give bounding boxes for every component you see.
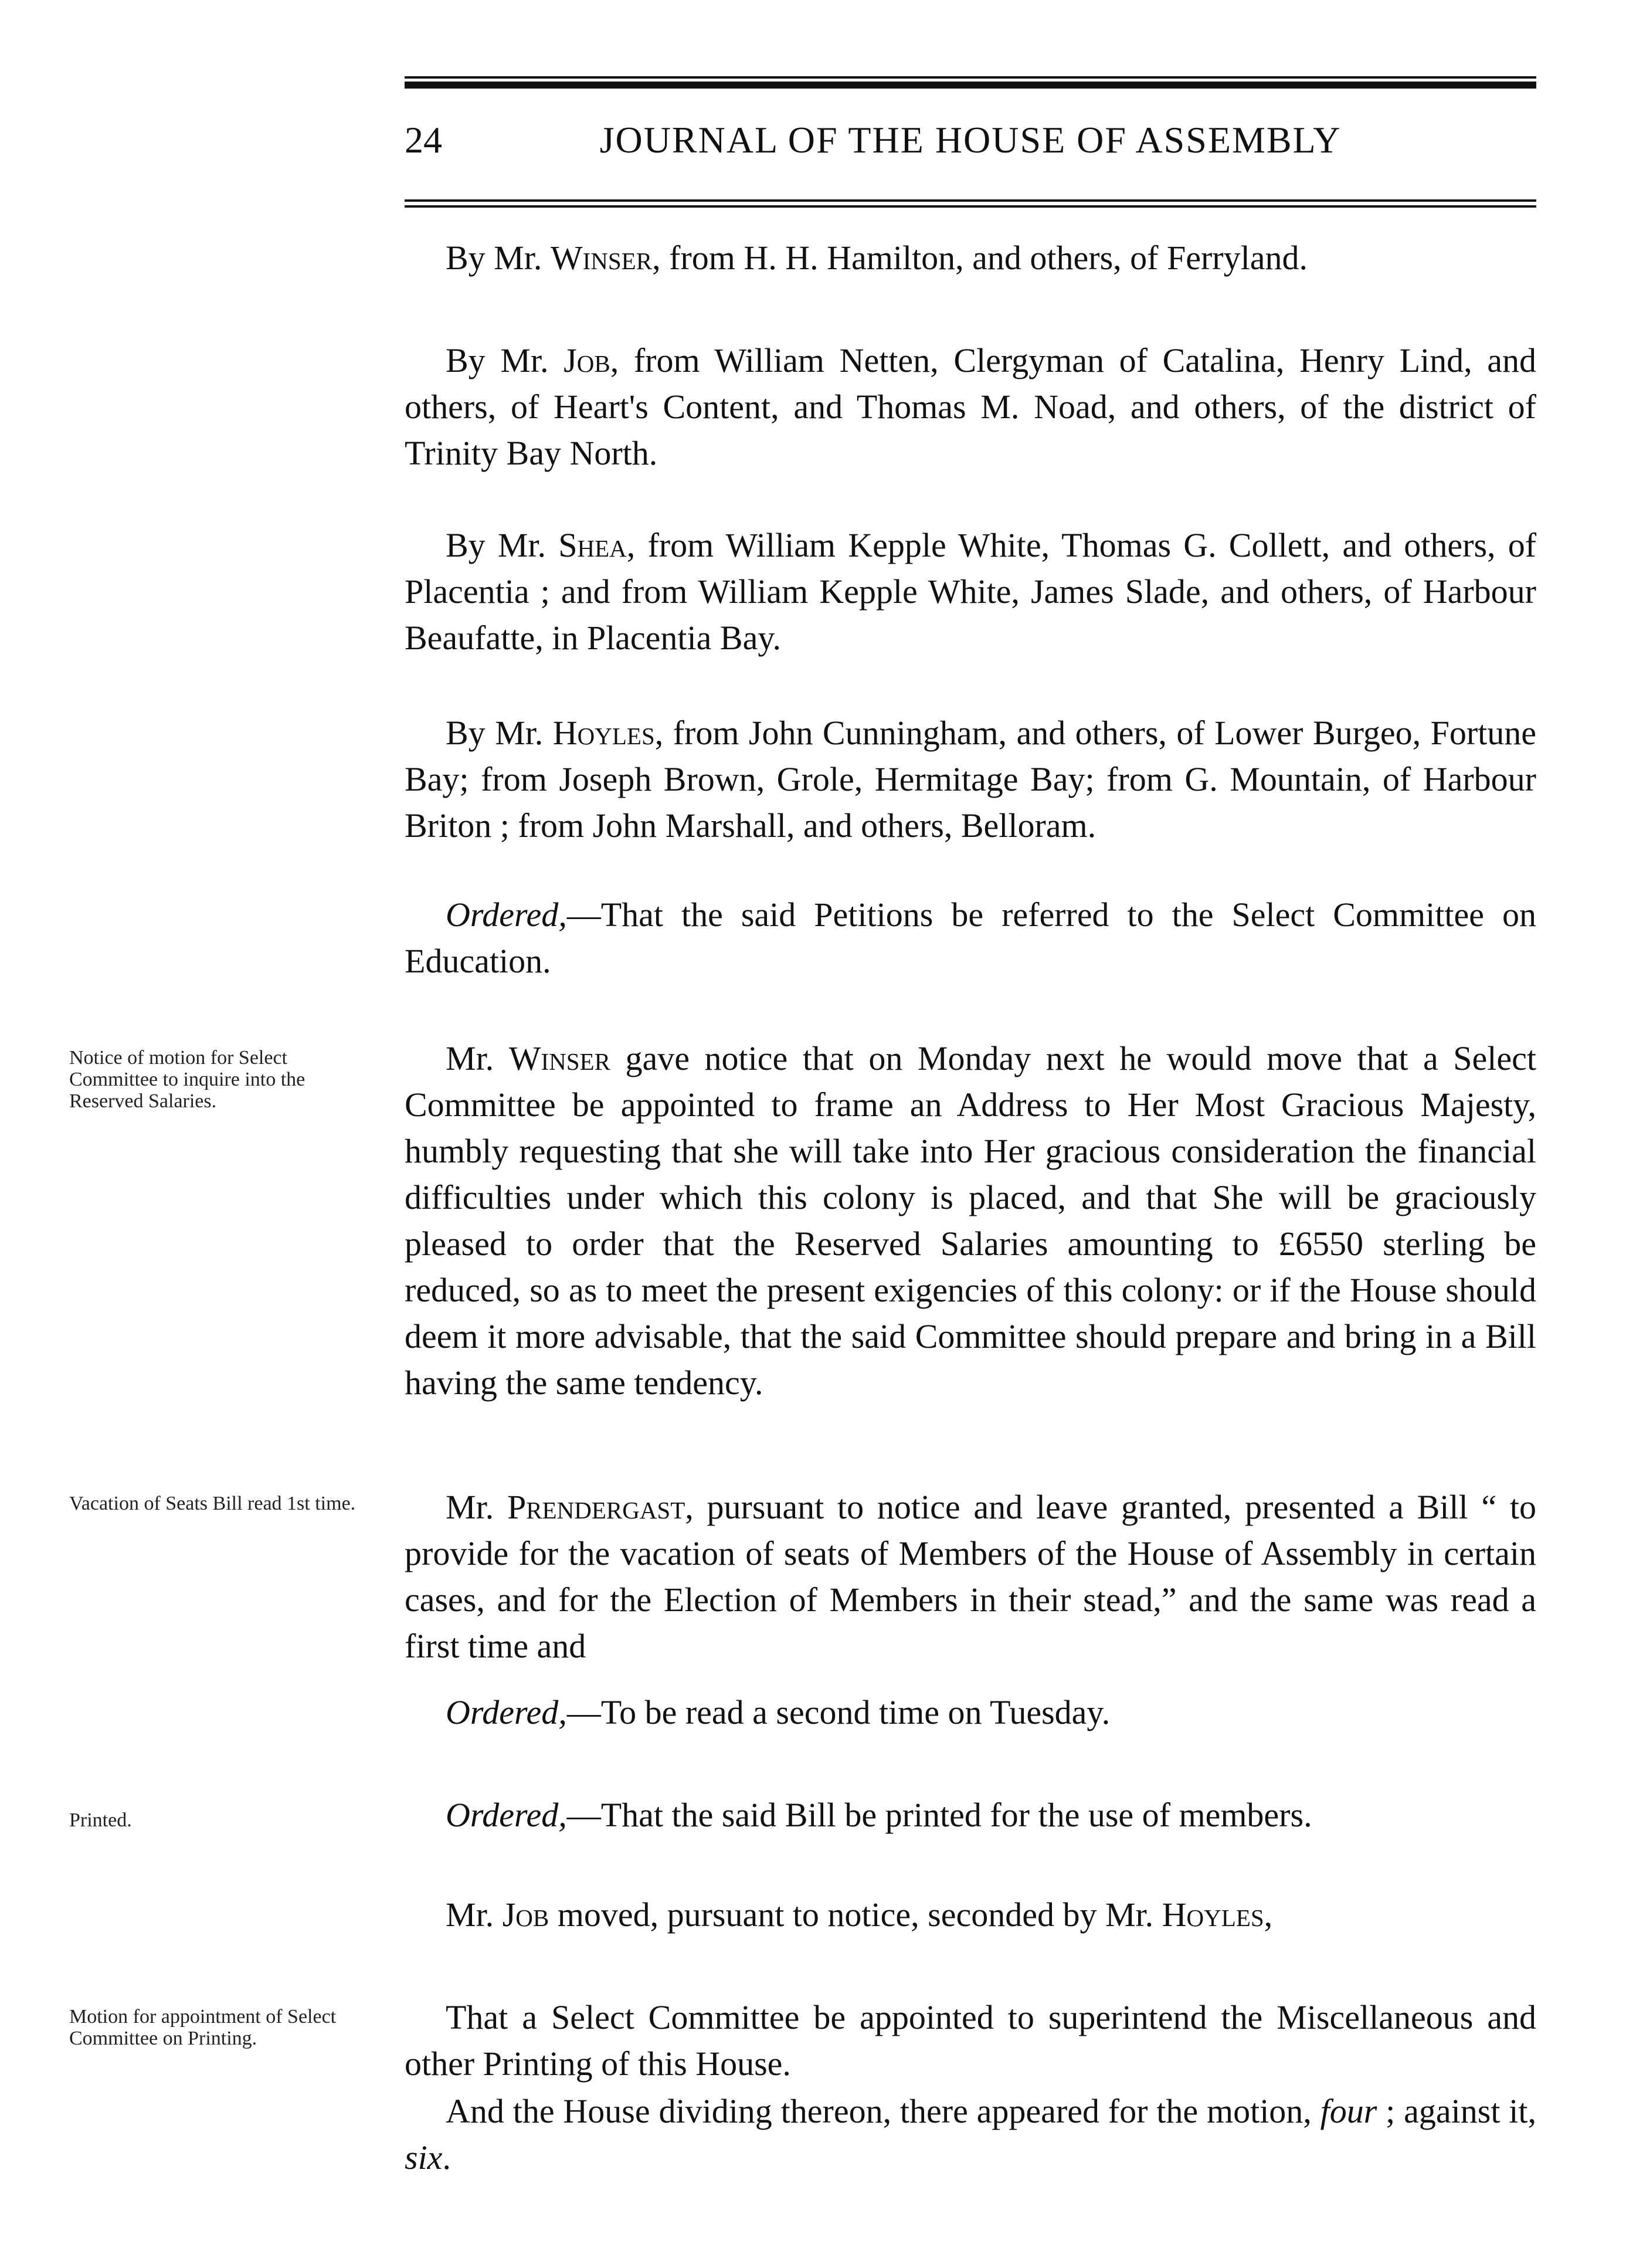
member-name: Winser [508, 1039, 610, 1077]
member-name: Hoyles [1162, 1896, 1264, 1934]
petition-job [405, 337, 1536, 476]
text-lead: And the House dividing thereon, there appeared for the motion, [446, 2092, 1321, 2130]
member-name: Job [502, 1896, 549, 1934]
member-name: Shea [558, 526, 627, 564]
division-result [405, 2088, 1536, 2181]
order-printed [405, 1792, 1536, 1838]
ordered-label: Ordered, [446, 1796, 567, 1834]
text-rest: That a Select Committee be appointed to superintend the Miscellaneous and other Printing of this House. [405, 1998, 1536, 2083]
order-refer-petitions [405, 891, 1536, 984]
text-rest: , from John Cunningham, and others, of Lower Burgeo, Fortune Bay; from Joseph Brown, Grole, Hermitage Bay; from G. Mountain, of Harbour Briton ; from John Marshall, and others, Belloram. [405, 714, 1536, 845]
order-second-reading [405, 1689, 1536, 1735]
text-rest: —That the said Petitions be referred to the Select Committee on Education. [405, 896, 1536, 980]
bill-prendergast [405, 1484, 1536, 1669]
text-mid: ; against it, [1377, 2092, 1536, 2130]
margin-note-vacation-seats: Vacation of Seats Bill read 1st time. [69, 1493, 356, 1514]
header-bottom-rules [405, 199, 1536, 208]
member-name: Hoyles [552, 714, 655, 752]
text-lead: By Mr. [446, 526, 559, 564]
text-rest: gave notice that on Monday next he would move that a Select Committee be appointed to frame an Address to Her Most Gracious Majesty, humbly requesting that she will take into Her gracious consideration the financial difficulties under which this colony is placed, and that She will be graciously pleased to order that the Reserved Salaries amounting to £6550 sterling be reduced, so as to meet the present exigencies of this colony: or if the House should deem it more advisable, that the said Committee should prepare and bring in a Bill having the same tendency. [405, 1039, 1537, 1402]
text-rest: —That the said Bill be printed for the use of members. [566, 1796, 1312, 1834]
text-mid: moved, pursuant to notice, seconded by Mr. [549, 1896, 1162, 1934]
ordered-label: Ordered, [446, 896, 567, 934]
motion-job [405, 1891, 1536, 1938]
text-rest: , pursuant to notice and leave granted, presented a Bill “ to provide for the vacation of seats of Members of the House of Assembly in certain cases, and for the Election of Members in their stead,” and the same was read a first time and [405, 1488, 1537, 1665]
motion-text [405, 1994, 1536, 2087]
text-rest: , from William Netten, Clergyman of Catalina, Henry Lind, and others, of Heart's Content, and Thomas M. Noad, and others, of the district of Trinity Bay North. [405, 341, 1537, 472]
member-name: Prendergast [507, 1488, 685, 1526]
margin-note-printing-committee: Motion for appointment of Select Committee on Printing. [69, 2006, 337, 2049]
member-name: Job [564, 341, 610, 379]
votes-for: four [1320, 2092, 1377, 2130]
text-rest: , from H. H. Hamilton, and others, of Ferryland. [652, 239, 1308, 277]
page-number: 24 [405, 119, 442, 161]
margin-note-reserved-salaries: Notice of motion for Select Committee to inquire into the Reserved Salaries. [69, 1047, 305, 1112]
page-header [405, 111, 1536, 176]
text-rest: , [1264, 1896, 1273, 1934]
text-lead: Mr. [446, 1896, 503, 1934]
text-rest: —To be read a second time on Tuesday. [566, 1693, 1111, 1731]
running-title: JOURNAL OF THE HOUSE OF ASSEMBLY [599, 119, 1342, 161]
notice-winser [405, 1035, 1536, 1406]
text-lead: Mr. [446, 1488, 507, 1526]
margin-note-printed: Printed. [69, 1809, 132, 1831]
text-lead: By Mr. [446, 341, 564, 379]
petition-hoyles [405, 710, 1536, 849]
rule-line [405, 205, 1536, 208]
member-name: Winser [550, 239, 653, 277]
text-lead: By Mr. [446, 714, 553, 752]
petition-shea [405, 522, 1536, 661]
text-rest: , from William Kepple White, Thomas G. Collett, and others, of Placentia ; and from William Kepple White, James Slade, and others, of Harbour Beaufatte, in Placentia Bay. [405, 526, 1537, 657]
petition-winser [405, 235, 1536, 281]
ordered-label: Ordered, [446, 1693, 567, 1731]
votes-against: six [405, 2138, 443, 2177]
rule-line [405, 82, 1536, 89]
text-lead: By Mr. [446, 239, 551, 277]
header-top-rules [405, 76, 1536, 89]
text-lead: Mr. [446, 1039, 509, 1077]
text-end: . [442, 2138, 451, 2177]
